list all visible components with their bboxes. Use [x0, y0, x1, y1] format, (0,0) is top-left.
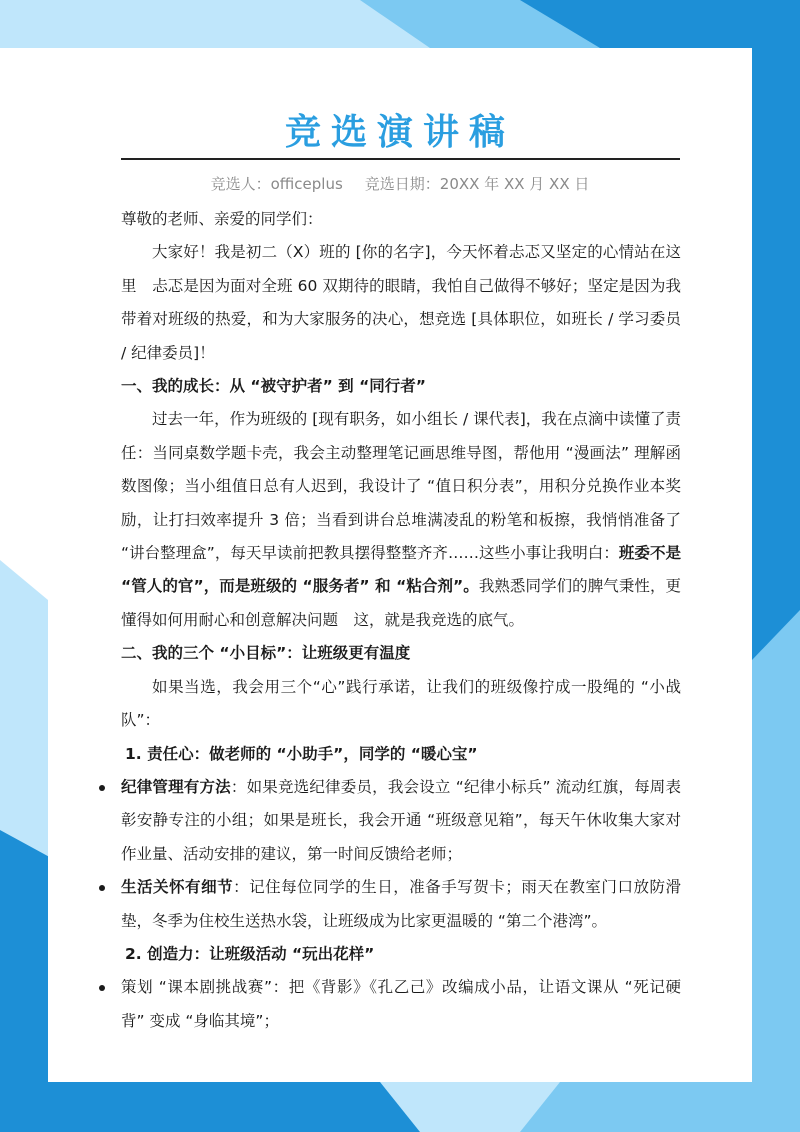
list-item: [121, 771, 681, 871]
section2-intro: 如果当选，我会用三个“心”践行承诺，让我们的班级像拧成一股绳的 “小战队”：: [121, 677, 681, 730]
doc-title: 竞选演讲稿: [284, 112, 515, 153]
list-item: [121, 971, 681, 1038]
goal2-list: [121, 971, 681, 1038]
intro-paragraph: 大家好！我是初二（X）班的 [你的名字]，今天怀着忐忑又坚定的心情站在这里 忐忑是因为面对全班 60 双期待的眼睛，我怕自己做得不够好；坚定是因为我带着对班级的热爱，和为大家服务的决心，想竞选 [具体职位，如班长 / 学习委员 / 纪律委员]！: [121, 243, 681, 362]
goal2-heading: 2. 创造力：让班级活动 “玩出花样”: [125, 944, 375, 963]
greeting: 尊敬的老师、亲爱的同学们：: [121, 210, 323, 228]
speech-body: [121, 203, 681, 1038]
list-item-label: 生活关怀有细节: [121, 878, 234, 897]
section1-emphasis: 班委不是 “管人的官”，而是班级的 “服务者” 和 “粘合剂”。: [121, 544, 681, 596]
doc-meta: [0, 173, 800, 194]
list-item-text: ：如果竞选纪律委员，我会设立 “纪律小标兵” 流动红旗，每周表彰安静专注的小组；如果是班长，我会开通 “班级意见箱”，每天午休收集大家对作业量、活动安排的建议，第一时间反馈给老师；: [121, 777, 681, 863]
section2-heading: 二、我的三个 “小目标”：让班级更有温度: [121, 644, 411, 663]
list-item-label: 纪律管理有方法: [121, 777, 231, 796]
list-item-text: 策划 “课本剧挑战赛”：把《背影》《孔乙己》改编成小品，让语文课从 “死记硬背” 变成 “身临其境”；: [121, 978, 681, 1030]
section1-heading: 一、我的成长：从 “被守护者” 到 “同行者”: [121, 377, 426, 396]
section1-paragraph: [121, 403, 681, 637]
goal1-list: [121, 771, 681, 938]
section1-text-b: 我熟悉同学们的脾气秉性，更懂得如何用耐心和创意解决问题 这，就是我竞选的底气。: [121, 577, 681, 629]
goal1-heading: 1. 责任心：做老师的 “小助手”，同学的 “暖心宝”: [125, 744, 478, 763]
title-divider: [121, 158, 680, 160]
section1-text-a: 过去一年，作为班级的 [现有职务，如小组长 / 课代表]，我在点滴中读懂了责任：当同桌数学题卡壳，我会主动整理笔记画思维导图，帮他用 “漫画法” 理解函数图像；当小组值日总有人迟到，我设计了 “值日积分表”，用积分兑换作业本奖励，让打扫效率提升 3 倍；当看到讲台总堆满凌乱的粉笔和板擦，我悄悄准备了 “讲台整理盒”，每天早读前把教具摆得整整齐齐……这些小事让我明白：: [121, 410, 681, 563]
candidate-label: 竞选人：officeplus: [210, 175, 343, 193]
list-item: [121, 871, 681, 938]
list-item-text: ：记住每位同学的生日，准备手写贺卡；雨天在教室门口放防滑垫，冬季为住校生送热水袋，让班级成为比家更温暖的 “第二个港湾”。: [121, 878, 681, 930]
date-label: 竞选日期：20XX 年 XX 月 XX 日: [364, 175, 590, 193]
